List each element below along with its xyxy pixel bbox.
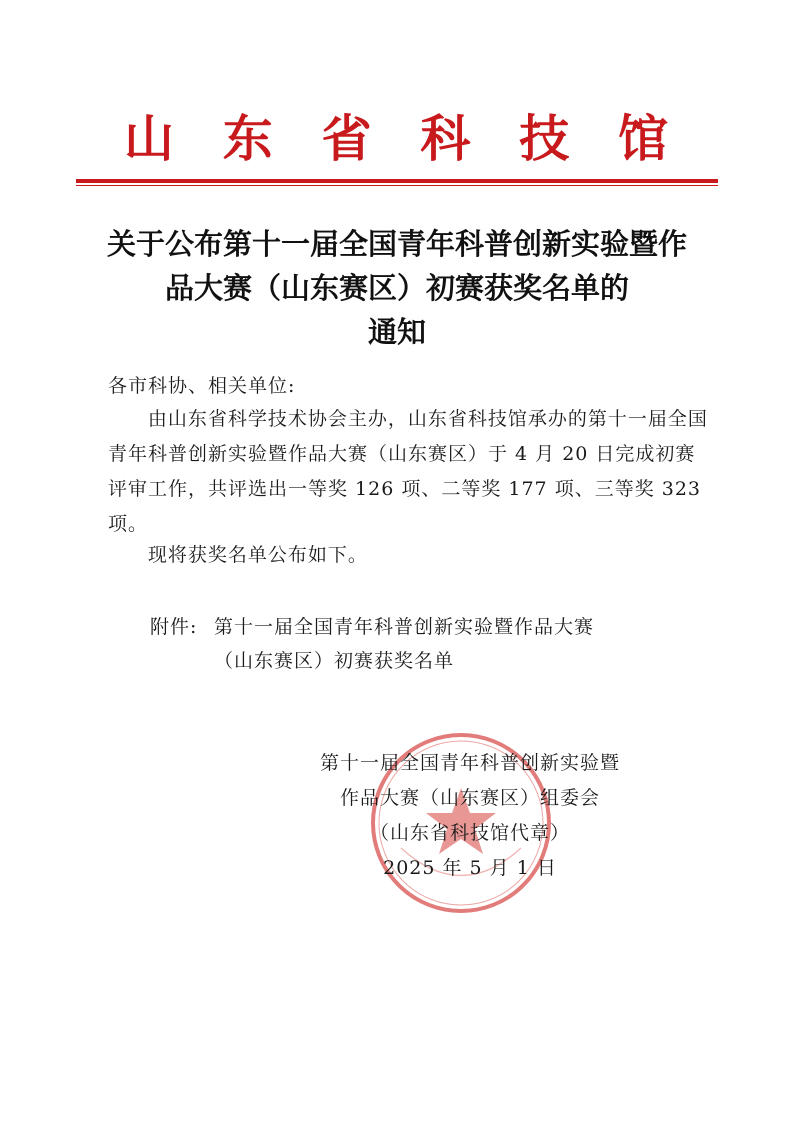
signature-stamp-note: （山东省科技馆代章） bbox=[369, 822, 570, 844]
letterhead-title bbox=[76, 100, 718, 170]
letterhead-divider-thick bbox=[76, 179, 718, 183]
letterhead-char: 馆 bbox=[617, 110, 668, 168]
attachment-title-line: （山东赛区）初赛获奖名单 bbox=[214, 650, 455, 672]
letterhead-char: 科 bbox=[420, 110, 471, 168]
notice-title-line: 品大赛（山东赛区）初赛获奖名单的 bbox=[164, 271, 629, 305]
letterhead-char: 省 bbox=[321, 110, 372, 168]
signature-org-line: 作品大赛（山东赛区）组委会 bbox=[339, 787, 600, 809]
salutation: 各市科协、相关单位: bbox=[108, 375, 296, 397]
letterhead-char: 东 bbox=[222, 110, 273, 168]
letterhead-char: 技 bbox=[519, 110, 570, 168]
announcement-paragraph: 现将获奖名单公布如下。 bbox=[147, 544, 368, 566]
letterhead-char: 山 bbox=[124, 110, 174, 168]
body-paragraph: 由山东省科学技术协会主办，山东省科技馆承办的第十一届全国青年科普创新实验暨作品大赛（山东赛区）于 4 月 20 日完成初赛评审工作，共评选出一等奖 126 项、二等奖 177 项、三等奖 323 项。 bbox=[108, 408, 708, 535]
attachment-title-line: 第十一届全国青年科普创新实验暨作品大赛 bbox=[214, 616, 595, 638]
attachment-block bbox=[150, 610, 710, 678]
signature-block bbox=[200, 746, 740, 886]
notice-title-line: 通知 bbox=[367, 315, 426, 349]
notice-title-line: 关于公布第十一届全国青年科普创新实验暨作 bbox=[106, 227, 687, 261]
letterhead-divider-thin bbox=[76, 185, 718, 186]
signature-org-line: 第十一届全国青年科普创新实验暨 bbox=[319, 752, 620, 774]
signature-date: 2025 年 5 月 1 日 bbox=[383, 857, 557, 879]
notice-title bbox=[76, 222, 718, 354]
attachment-label: 附件: bbox=[150, 616, 198, 638]
